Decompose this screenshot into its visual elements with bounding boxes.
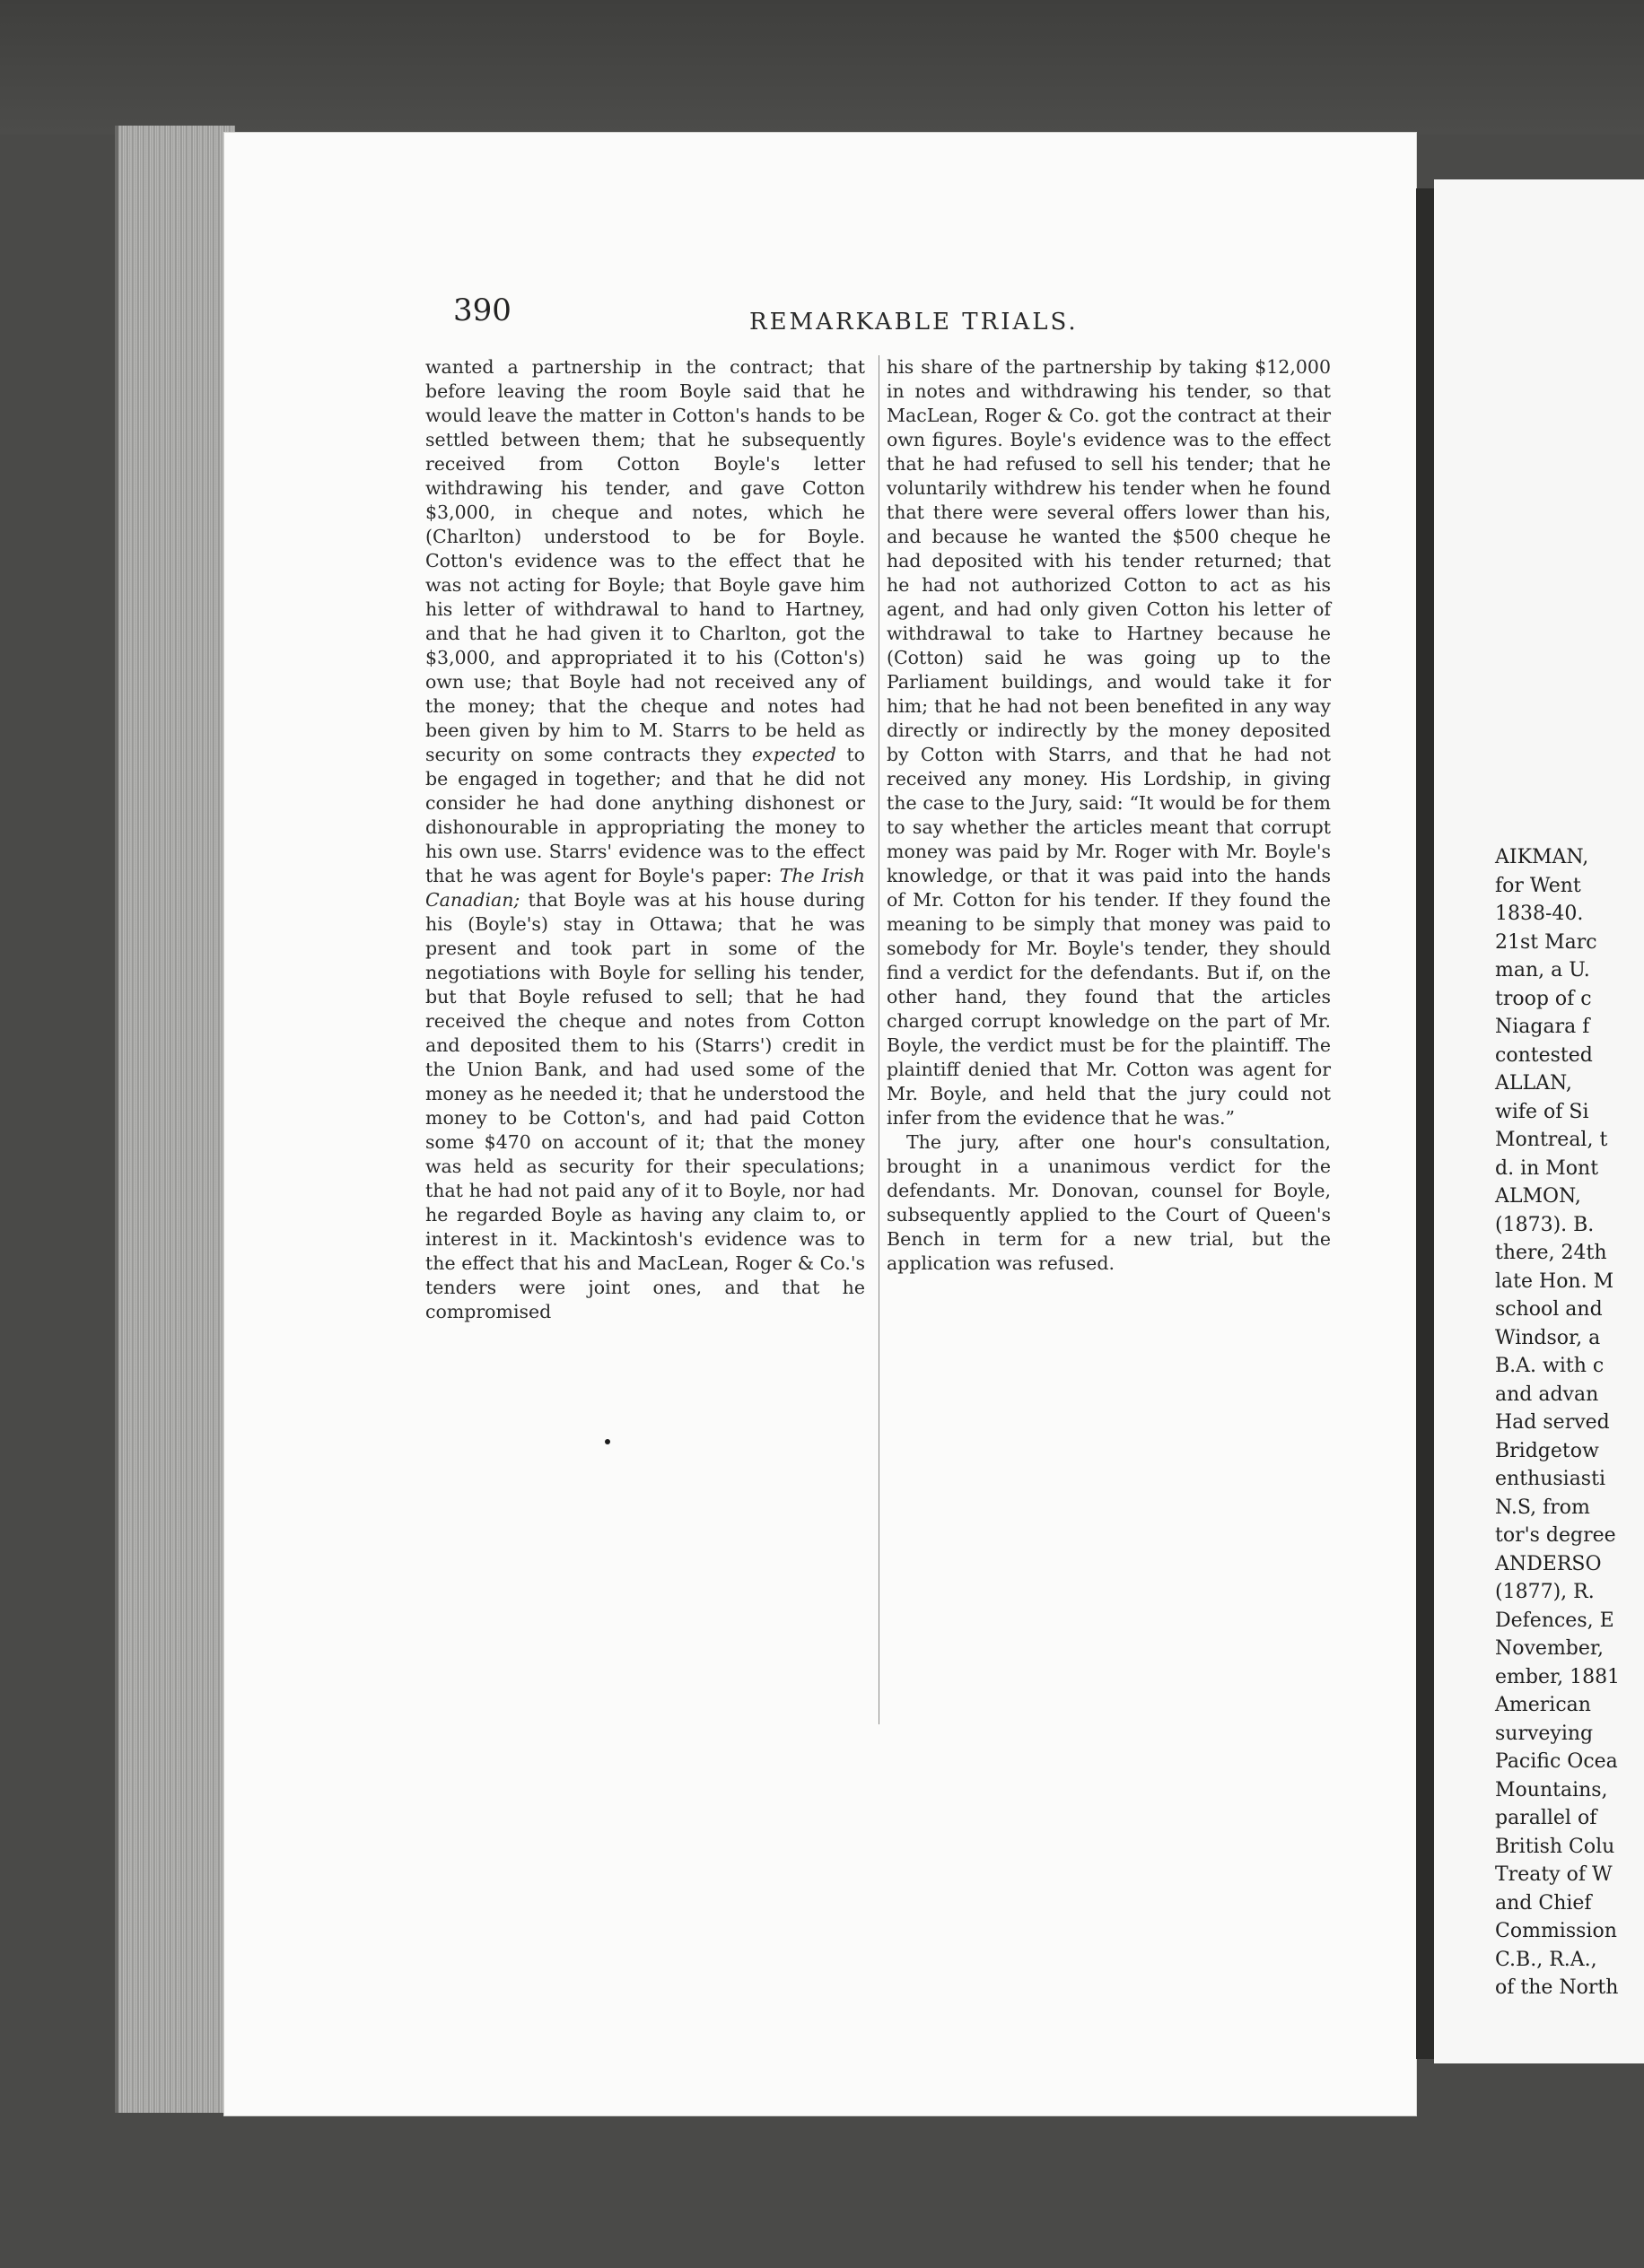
facing-page-line: British Colu xyxy=(1495,1835,1615,1858)
facing-page xyxy=(1434,179,1644,2063)
text-columns xyxy=(425,355,1331,1755)
facing-page-line: Commission xyxy=(1495,1920,1617,1942)
facing-page-line: troop of c xyxy=(1495,987,1592,1010)
facing-page-line: surveying xyxy=(1495,1722,1594,1745)
facing-page-line: (1877), R. xyxy=(1495,1581,1595,1603)
facing-page-line: Bridgetow xyxy=(1495,1439,1599,1462)
facing-page-line: Pacific Ocea xyxy=(1495,1750,1618,1773)
facing-page-line: AIKMAN, xyxy=(1495,846,1589,868)
facing-page-line: d. in Mont xyxy=(1495,1156,1599,1180)
facing-page-line: Treaty of W xyxy=(1495,1863,1613,1886)
left-column-paragraph xyxy=(425,355,865,1324)
page-number: 390 xyxy=(453,292,512,328)
facing-page-line: Montreal, t xyxy=(1495,1129,1608,1151)
right-column-paragraph: The jury, after one hour's consultation, brought in a unanimous verdict for the defendants. Mr. Donovan, counsel for Boyle, subsequently applied to the Court of Queen's Bench in term for a new trial, but the application was refused. xyxy=(887,1131,1331,1274)
facing-page-line: for Went xyxy=(1495,874,1581,897)
facing-page-line: November, xyxy=(1495,1637,1604,1660)
facing-page-line: B.A. with c xyxy=(1495,1355,1605,1377)
facing-page-line: parallel of xyxy=(1495,1807,1597,1829)
facing-page-line: man, a U. xyxy=(1495,959,1590,981)
left-column xyxy=(425,355,865,1324)
text-run: wanted a partnership in the contract; that before leaving the room Boyle said that he would leave the matter in Cotton's hands to be settled between them; that he subsequently received from Cotton Boyle's letter withdrawing his tender, and gave Cotton $3,000, in cheque and notes, which he (Charlton) understood to be for Boyle. Cotton's evidence was to the effect that he was not acting for Boyle; that Boyle gave him his letter of withdrawal to hand to Hartney, and that he had given it to Charlton, got the $3,000, and appropriated it to his (Cotton's) own use; that Boyle had not received any of the money; that the cheque and notes had been given by him to M. Starrs to be held as security on some contracts they xyxy=(425,356,865,765)
facing-page-line: ALMON, xyxy=(1495,1185,1581,1208)
facing-page-line: ANDERSO xyxy=(1495,1552,1602,1575)
facing-page-line: Had served xyxy=(1495,1411,1610,1434)
facing-page-line: Windsor, a xyxy=(1495,1326,1601,1349)
facing-page-line: late Hon. M xyxy=(1495,1269,1614,1293)
italic-word: expected xyxy=(751,744,836,765)
facing-page-line: school and xyxy=(1495,1298,1603,1321)
facing-page-line: American xyxy=(1495,1694,1591,1716)
page-header xyxy=(453,292,1348,334)
facing-page-line: Niagara f xyxy=(1495,1016,1590,1038)
facing-page-line: (1873). B. xyxy=(1495,1213,1595,1236)
facing-page-line: there, 24th xyxy=(1495,1242,1607,1264)
facing-page-line: Mountains, xyxy=(1495,1778,1608,1801)
facing-page-text xyxy=(1495,843,1644,2002)
facing-page-line: ALLAN, xyxy=(1495,1072,1572,1095)
facing-page-line: 1838-40. xyxy=(1495,903,1584,925)
page-speck xyxy=(605,1439,610,1444)
facing-page-line: wife of Si xyxy=(1495,1100,1589,1123)
facing-page-line: and advan xyxy=(1495,1383,1599,1406)
book-page-edges xyxy=(115,126,235,2113)
text-run: to be engaged in together; and that he did not consider he had done anything dishonest or dishonourable in appropriating the money to his own use. Starrs' evidence was to the effect that he was agent for Boyle's paper: xyxy=(425,744,865,886)
book-gutter xyxy=(1416,188,1434,2059)
facing-page-line: enthusiasti xyxy=(1495,1468,1605,1490)
newspaper-title: The Irish Canadian; xyxy=(425,865,865,911)
facing-page-line: C.B., R.A., xyxy=(1495,1948,1597,1971)
right-column-paragraph: his share of the partnership by taking $12,000 in notes and withdrawing his tender, so that MacLean, Roger & Co. got the contract at their own figures. Boyle's evidence was to the effect that he had refused to sell his tender; that he voluntarily withdrew his tender when he found that there were several offers lower than his, and because he wanted the $500 cheque he had deposited with his tender returned; that he had not authorized Cotton to act as his agent, and had only given Cotton his letter of withdrawal to take to Hartney because he (Cotton) said he was going up to the Parliament buildings, and would take it for him; that he had not been benefited in any way directly or indirectly by the money deposited by Cotton with Starrs, and that he had not received any money. His Lordship, in giving the case to the Jury, said: “It would be for them to say whether the articles meant that corrupt money was paid by Mr. Roger with Mr. Boyle's knowledge, or that it was paid into the hands of Mr. Cotton for his tender. If they found the meaning to be simply that money was paid to somebody for Mr. Boyle's tender, they should find a verdict for the defendants. But if, on the other hand, they found that the articles charged corrupt knowledge on the part of Mr. Boyle, the verdict must be for the plaintiff. The plaintiff denied that Mr. Cotton was agent for Mr. Boyle, and held that the jury could not infer from the evidence that he was.” xyxy=(887,356,1331,1129)
facing-page-line: Defences, E xyxy=(1495,1609,1614,1632)
facing-page-line: of the North xyxy=(1495,1976,1619,1999)
facing-page-line: N.S, from xyxy=(1495,1496,1590,1519)
facing-page-line: contested xyxy=(1495,1043,1593,1067)
running-title: REMARKABLE TRIALS. xyxy=(749,309,1079,336)
background-desk xyxy=(0,0,1644,135)
facing-page-line: tor's degree xyxy=(1495,1524,1616,1547)
facing-page-line: and Chief xyxy=(1495,1891,1592,1915)
right-column xyxy=(879,355,1331,1724)
facing-page-line: 21st Marc xyxy=(1495,930,1597,954)
facing-page-line: ember, 1881 xyxy=(1495,1665,1621,1688)
text-run: that Boyle was at his house during his (Boyle's) stay in Ottawa; that he was present and took part in some of the negotiations with Boyle for selling his tender, but that Boyle refused to sell; that he had received the cheque and notes from Cotton and deposited them to his (Starrs') credit in the Union Bank, and had used some of the money as he needed it; that he understood the money to be Cotton's, and had paid Cotton some $470 on account of it; that the money was held as security for their speculations; that he had not paid any of it to Boyle, nor had he regarded Boyle as having any claim to, or interest in it. Mackintosh's evidence was to the effect that his and MacLean, Roger & Co.'s tenders were joint ones, and that he compromised xyxy=(425,889,865,1322)
